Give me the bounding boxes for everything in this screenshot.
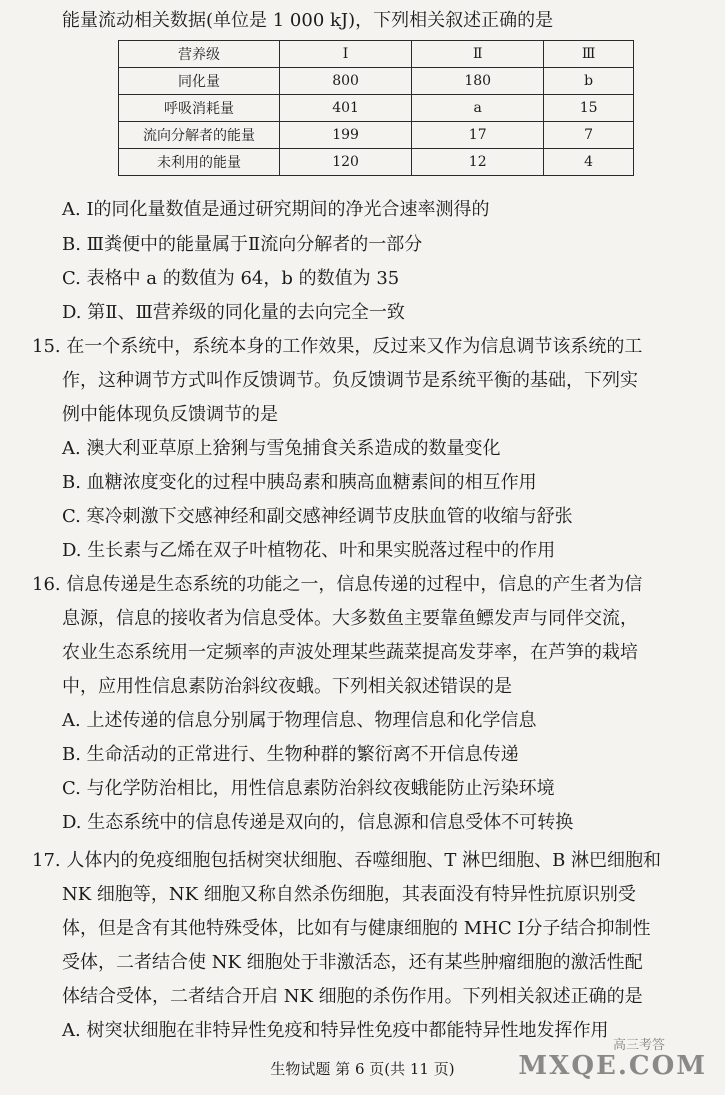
q16-stem-line: 息源，信息的接收者为信息受体。大多数鱼主要靠鱼鳔发声与同伴交流， [62, 608, 638, 629]
table-header-row [119, 41, 634, 68]
q16-stem-line: 中，应用性信息素防治斜纹夜蛾。下列相关叙述错误的是 [62, 676, 512, 697]
page-footer: 生物试题 第 6 页(共 11 页) [270, 1060, 455, 1078]
table-cell: 15 [544, 95, 634, 122]
table-cell: 12 [412, 149, 544, 176]
q15-stem-line: 例中能体现负反馈调节的是 [62, 404, 278, 425]
table-row [119, 95, 634, 122]
table-cell: 401 [280, 95, 412, 122]
table-cell: 17 [412, 122, 544, 149]
table-row [119, 122, 634, 149]
table-cell: 流向分解者的能量 [119, 122, 280, 149]
table-row [119, 149, 634, 176]
q15-option-b: B. 血糖浓度变化的过程中胰岛素和胰高血糖素间的相互作用 [62, 472, 537, 493]
q14-option-b: B. Ⅲ粪便中的能量属于Ⅱ流向分解者的一部分 [62, 234, 423, 255]
table-cell: 同化量 [119, 68, 280, 95]
q16-option-d: D. 生态系统中的信息传递是双向的，信息源和信息受体不可转换 [62, 812, 574, 833]
watermark-stamp: 高三考答 [612, 1038, 665, 1053]
intro-line: 能量流动相关数据(单位是 1 000 kJ)，下列相关叙述正确的是 [62, 10, 554, 31]
table-row [119, 68, 634, 95]
q16-option-b: B. 生命活动的正常进行、生物种群的繁衍离不开信息传递 [62, 744, 519, 765]
q15-option-d: D. 生长素与乙烯在双子叶植物花、叶和果实脱落过程中的作用 [62, 540, 556, 561]
q17-stem-line: 受体，二者结合使 NK 细胞处于非激活态，还有某些肿瘤细胞的激活性配 [62, 952, 643, 973]
table-header-cell: Ⅱ [412, 41, 544, 68]
table-cell: b [544, 68, 634, 95]
q17-stem-line: NK 细胞等，NK 细胞又称自然杀伤细胞，其表面没有特异性抗原识别受 [62, 884, 636, 905]
q16-option-a: A. 上述传递的信息分别属于物理信息、物理信息和化学信息 [62, 710, 537, 731]
table-cell: 120 [280, 149, 412, 176]
table-cell: 未利用的能量 [119, 149, 280, 176]
table-cell: 7 [544, 122, 634, 149]
q15-option-c: C. 寒冷刺激下交感神经和副交感神经调节皮肤血管的收缩与舒张 [62, 506, 573, 527]
q16-stem-line: 16. 信息传递是生态系统的功能之一，信息传递的过程中，信息的产生者为信 [32, 574, 643, 595]
q17-option-a: A. 树突状细胞在非特异性免疫和特异性免疫中都能特异性地发挥作用 [62, 1020, 609, 1041]
q15-option-a: A. 澳大利亚草原上猞猁与雪兔捕食关系造成的数量变化 [62, 438, 501, 459]
q15-stem-line: 作，这种调节方式叫作反馈调节。负反馈调节是系统平衡的基础，下列实 [62, 370, 638, 391]
table-header-cell: Ⅲ [544, 41, 634, 68]
table-cell: 800 [280, 68, 412, 95]
watermark-logo: MXQE.COM [518, 1051, 707, 1081]
q17-stem-line: 17. 人体内的免疫细胞包括树突状细胞、吞噬细胞、T 淋巴细胞、B 淋巴细胞和 [32, 850, 662, 871]
q15-stem-line: 15. 在一个系统中，系统本身的工作效果，反过来又作为信息调节该系统的工 [32, 336, 643, 357]
q17-stem-line: 体，但是含有其他特殊受体，比如有与健康细胞的 MHC Ⅰ分子结合抑制性 [62, 918, 651, 939]
q14-option-a: A. Ⅰ的同化量数值是通过研究期间的净光合速率测得的 [62, 199, 490, 220]
table-cell: 4 [544, 149, 634, 176]
q16-stem-line: 农业生态系统用一定频率的声波处理某些蔬菜提高发芽率，在芦笋的栽培 [62, 642, 638, 663]
table-header-cell: Ⅰ [280, 41, 412, 68]
table-cell: 199 [280, 122, 412, 149]
q17-stem-line: 体结合受体，二者结合开启 NK 细胞的杀伤作用。下列相关叙述正确的是 [62, 986, 643, 1007]
table-cell: 呼吸消耗量 [119, 95, 280, 122]
q16-option-c: C. 与化学防治相比，用性信息素防治斜纹夜蛾能防止污染环境 [62, 778, 555, 799]
table-cell: 180 [412, 68, 544, 95]
q14-option-d: D. 第Ⅱ、Ⅲ营养级的同化量的去向完全一致 [62, 302, 405, 323]
table-header-cell: 营养级 [119, 41, 280, 68]
q14-option-c: C. 表格中 a 的数值为 64，b 的数值为 35 [62, 268, 400, 289]
table-cell: a [412, 95, 544, 122]
energy-table [118, 40, 634, 176]
